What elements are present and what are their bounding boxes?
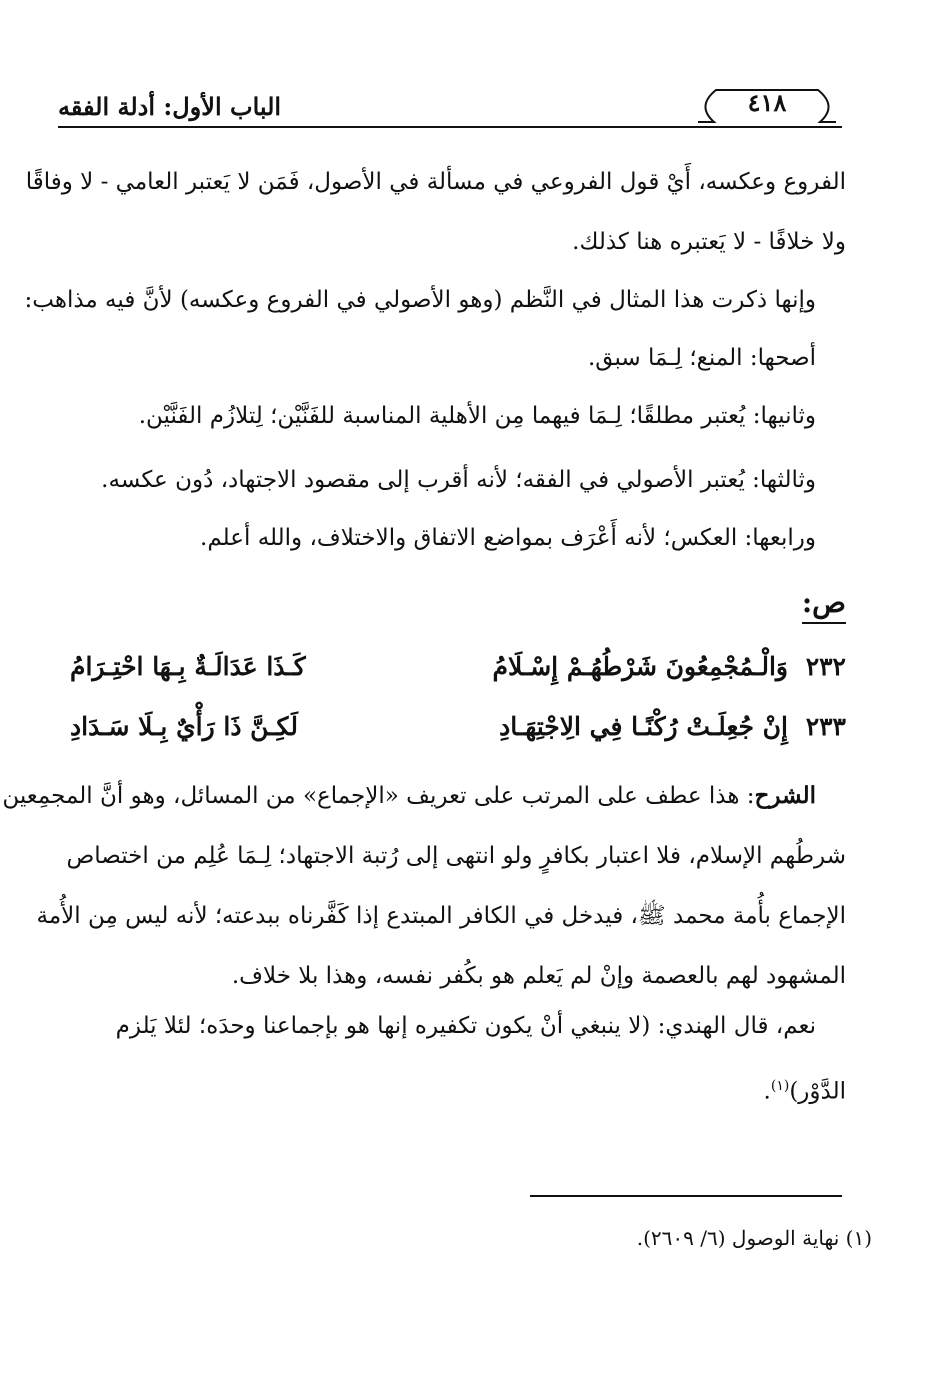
commentary-line-3: الإجماع بأُمة محمد ﷺ، فيدخل في الكافر المبتدع إذا كَفَّرناه ببدعته؛ لأنه ليس مِن الأُمة [36, 903, 846, 929]
paragraph-3 [60, 328, 846, 388]
paragraph-6 [60, 508, 846, 568]
paragraph-2 [24, 270, 846, 330]
section-heading: ص: [802, 586, 846, 624]
commentary-line-1 [2, 766, 846, 826]
verse-row [60, 652, 846, 696]
paragraph-4-text: وثانيها: يُعتبر مطلقًا؛ لِـمَا فيهما مِن الأهلية المناسبة للفَنَّيْن؛ لِتلازُم الفَنَّيْن. [138, 403, 816, 429]
commentary-line-2: شرطُهم الإسلام، فلا اعتبار بكافرٍ ولو انتهى إلى رُتبة الاجتهاد؛ لِـمَا عُلِم من اختصاص [66, 843, 846, 869]
commentary-label: الشرح [754, 782, 816, 809]
hindi-quote-line-2-text: الدَّوْر) [789, 1078, 846, 1105]
chapter-title: الباب الأول: أدلة الفقه [58, 92, 282, 121]
verse-second-hemistich: كَـذَا عَدَالَـةٌ بِـهَا احْتِـرَامُ [70, 652, 306, 681]
paragraph-1-line-2: ولا خلافًا - لا يَعتبره هنا كذلك. [572, 229, 846, 255]
verse-row [60, 712, 846, 756]
footnote-marker[interactable]: (١) [770, 1078, 790, 1094]
verse-second-hemistich: لَكِـنَّ ذَا رَأْيٌ بِـلَا سَـدَادِ [70, 712, 298, 741]
footnote-divider [530, 1195, 842, 1197]
paragraph-5 [60, 450, 846, 510]
verse-first-hemistich: إِنْ جُعِلَـتْ رُكْنًـا فِي الِاجْتِهَـادِ [499, 712, 788, 741]
page-number: ٤١٨ [747, 88, 787, 117]
commentary-line-1-text: : هذا عطف على المرتب على تعريف «الإجماع» من المسائل، وهو أنَّ المجمِعين [2, 783, 755, 809]
paragraph-3-text: أصحها: المنع؛ لِـمَا سبق. [587, 345, 816, 371]
verse-number: ٢٣٣ [805, 712, 846, 741]
verse-first-hemistich: وَالْـمُجْمِعُونَ شَرْطُهُـمْ إِسْـلَامُ [492, 652, 788, 681]
page-number-badge [692, 84, 842, 124]
paragraph-4 [60, 386, 846, 446]
paragraph-1 [25, 152, 846, 272]
commentary-line-4: المشهود لهم بالعصمة وإنْ لم يَعلم هو بكُفر نفسه، وهذا بلا خلاف. [231, 963, 846, 989]
hindi-quote-line-1: نعم، قال الهندي: (لا ينبغي أنْ يكون تكفيره إنها هو بإجماعنا وحدَه؛ لئلا يَلزم [115, 1013, 816, 1039]
verse-number: ٢٣٢ [805, 652, 846, 681]
hindi-quote-paragraph [60, 996, 846, 1122]
hindi-quote-end: . [763, 1078, 771, 1105]
paragraph-1-line-1: الفروع وعكسه، أَيْ قول الفروعي في مسألة في الأصول، فَمَن لا يَعتبر العامي - لا وفاقًا [25, 169, 846, 195]
footnote-text: (١) نهاية الوصول (٦/ ٢٦٠٩). [636, 1226, 872, 1250]
paragraph-5-text: وثالثها: يُعتبر الأصولي في الفقه؛ لأنه أقرب إلى مقصود الاجتهاد، دُون عكسه. [101, 467, 816, 493]
paragraph-6-text: ورابعها: العكس؛ لأنه أَعْرَف بمواضع الاتفاق والاختلاف، والله أعلم. [200, 525, 816, 551]
commentary-paragraph [2, 766, 846, 1006]
hindi-quote-line-2 [60, 1056, 846, 1122]
paragraph-2-text: وإنها ذكرت هذا المثال في النَّظم (وهو الأصولي في الفروع وعكسه) لأنَّ فيه مذاهب: [24, 287, 816, 313]
header-divider [58, 126, 842, 128]
